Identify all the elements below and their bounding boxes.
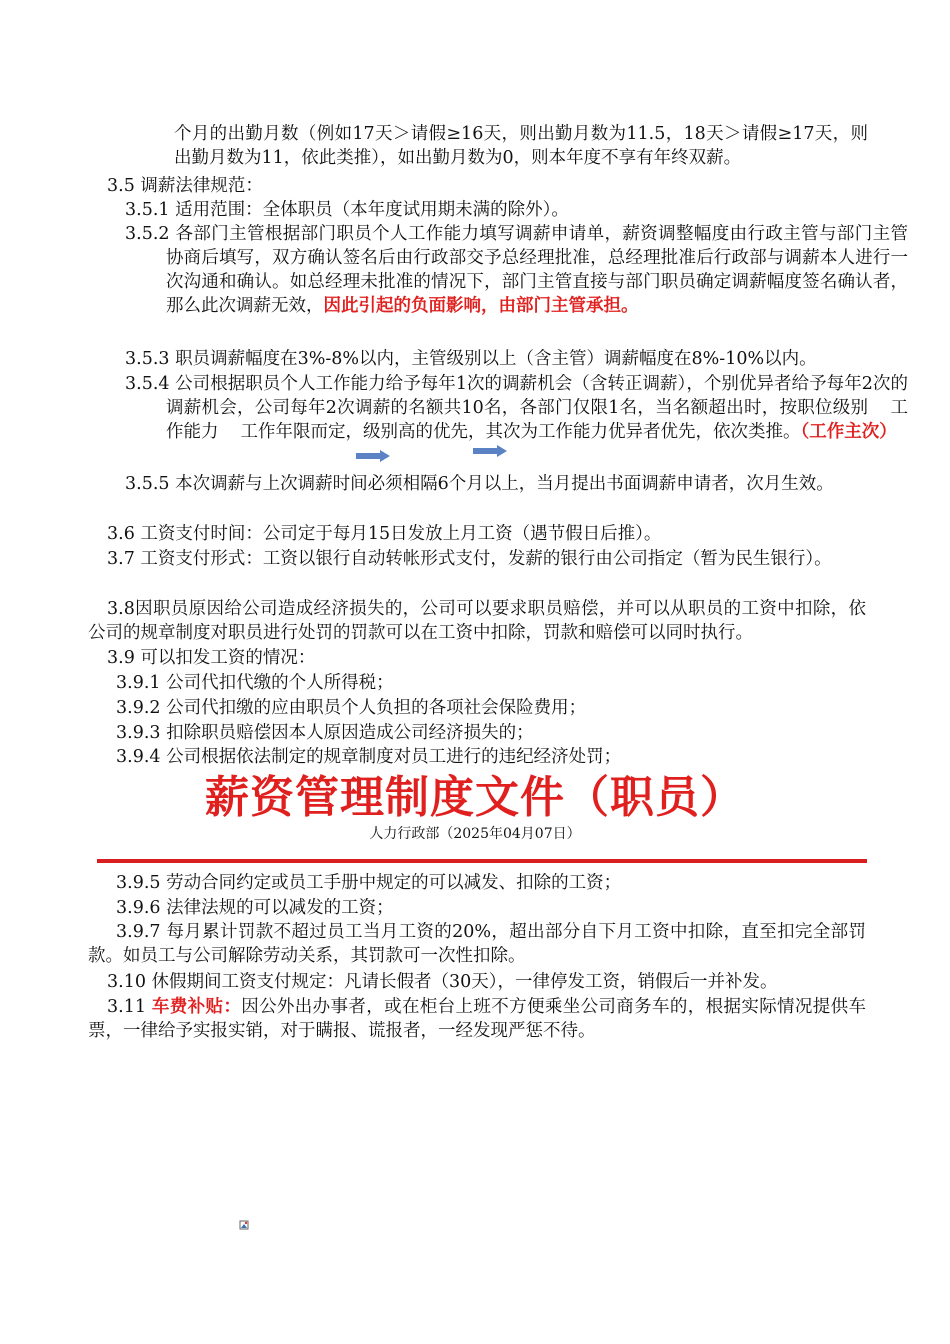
clause-3-9-2: 3.9.2 公司代扣缴的应由职员个人负担的各项社会保险费用； <box>116 698 587 718</box>
image-placeholder-icon <box>239 1215 249 1225</box>
section-3-11-text: 因公外出办事者，或在柜台上班不方便乘坐公司商务车的，根据实际情况提供车票，一律给予实报实销，对于瞒报、谎报者，一经发现严惩不待。 <box>88 997 866 1041</box>
clause-3-5-4-text-a: 3.5.4 公司根据职员个人工作能力给予每年1次的调薪机会（含转正调薪），个别优异者给予每年2次的调薪机会，公司每年2次调薪的名额共10名，各部门仅限1名，当名额超出时，按职位级别 <box>125 374 908 418</box>
section-3-6: 3.6 工资支付时间：公司定于每月15日发放上月工资（遇节假日后推）。 <box>107 524 662 544</box>
clause-3-9-6: 3.9.6 法律法规的可以减发的工资； <box>116 898 394 918</box>
section-3-8: 3.8因职员原因给公司造成经济损失的，公司可以要求职员赔偿，并可以从职员的工资中扣除，依公司的规章制度对职员进行处罚的罚款可以在工资中扣除，罚款和赔偿可以同时执行。 <box>88 599 866 643</box>
document-title: 薪资管理制度文件（职员） <box>205 772 745 823</box>
section-3-9-heading: 3.9 可以扣发工资的情况： <box>107 648 316 668</box>
section-3-11 <box>88 995 866 1043</box>
clause-3-9-5: 3.9.5 劳动合同约定或员工手册中规定的可以减发、扣除的工资； <box>116 873 622 893</box>
right-arrow-icon <box>473 445 507 457</box>
clause-3-5-2-emphasis: 因此引起的负面影响，由部门主管承担。 <box>323 296 639 316</box>
section-3-10: 3.10 休假期间工资支付规定：凡请长假者（30天），一律停发工资，销假后一并补发。 <box>107 972 778 992</box>
paragraph-attendance-continued: 个月的出勤月数（例如17天＞请假≥16天，则出勤月数为11.5，18天＞请假≥17天，则出勤月数为11，依此类推），如出勤月数为0，则本年度不享有年终双薪。 <box>174 124 868 168</box>
clause-3-5-4 <box>125 372 908 444</box>
right-arrow-icon <box>356 450 390 462</box>
clause-3-5-3: 3.5.3 职员调薪幅度在3%-8%以内，主管级别以上（含主管）调薪幅度在8%-10%以内。 <box>125 349 817 369</box>
clause-3-5-4-emphasis: （工作主次） <box>800 422 897 442</box>
document-subtitle: 人力行政部（2025年04月07日） <box>369 826 581 842</box>
section-3-11-number: 3.11 <box>107 997 152 1017</box>
clause-3-5-4-text-b: 工作能力 <box>166 398 908 442</box>
section-3-5-heading: 3.5 调薪法律规范： <box>107 176 263 196</box>
clause-3-5-1: 3.5.1 适用范围：全体职员（本年度试用期未满的除外）。 <box>125 200 569 220</box>
clause-3-5-2-text: 3.5.2 各部门主管根据部门职员个人工作能力填写调薪申请单，薪资调整幅度由行政主管与部门主管协商后填写，双方确认签名后由行政部交予总经理批准，总经理批准后行政部与调薪本人进行一次沟通和确认。如总经理未批准的情况下，部门主管直接与部门职员确定调薪幅度签名确认者，那么此次调薪无效， <box>125 224 908 316</box>
clause-3-9-4: 3.9.4 公司根据依法制定的规章制度对员工进行的违纪经济处罚； <box>116 747 622 767</box>
clause-3-9-3: 3.9.3 扣除职员赔偿因本人原因造成公司经济损失的； <box>116 723 534 743</box>
clause-3-5-4-text-c: 工作年限而定，级别高的优先，其次为工作能力优异者优先，依次类推。 <box>240 422 801 442</box>
header-divider <box>97 859 867 863</box>
section-3-11-title: 车费补贴： <box>151 997 242 1017</box>
document-header <box>0 772 950 844</box>
clause-3-5-2 <box>125 222 908 318</box>
clause-3-9-7: 3.9.7 每月累计罚款不超过员工当月工资的20%，超出部分自下月工资中扣除，直至扣完全部罚款。如员工与公司解除劳动关系，其罚款可一次性扣除。 <box>88 922 866 966</box>
clause-3-5-5: 3.5.5 本次调薪与上次调薪时间必须相隔6个月以上，当月提出书面调薪申请者，次月生效。 <box>125 474 834 494</box>
clause-3-9-1: 3.9.1 公司代扣代缴的个人所得税； <box>116 673 394 693</box>
section-3-7: 3.7 工资支付形式：工资以银行自动转帐形式支付，发薪的银行由公司指定（暂为民生银行）。 <box>107 549 832 569</box>
